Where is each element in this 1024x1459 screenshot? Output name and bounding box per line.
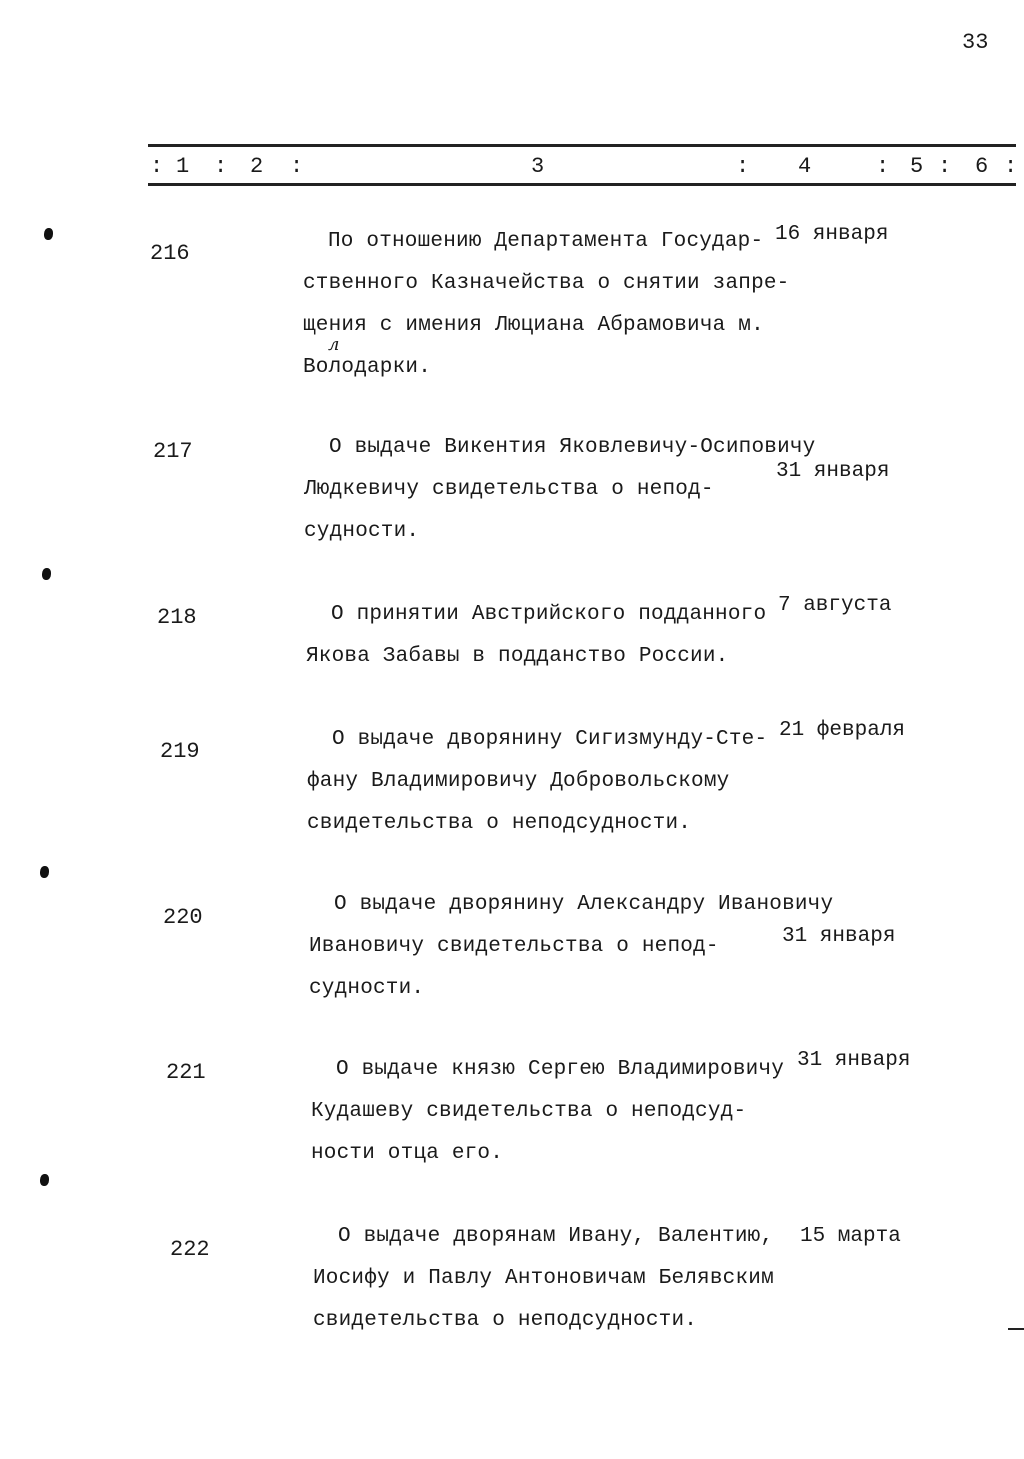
entry-date: 31 января [782, 925, 896, 948]
entry-line: Иосифу и Павлу Антоновичам Белявским [313, 1267, 774, 1290]
entry-text [311, 1049, 784, 1175]
entry-date: 15 марта [800, 1225, 901, 1248]
entry-line: свидетельства о неподсудности. [307, 812, 692, 835]
col-separator: : [214, 154, 228, 179]
col-2-header: 2 [250, 154, 264, 179]
entry-line: О выдаче дворянину Александру Ивановичу [334, 893, 834, 916]
entry-text [306, 594, 766, 678]
col-separator: : [150, 154, 164, 179]
entry-text [309, 884, 833, 1010]
entry-text [304, 427, 815, 553]
entry-number: 218 [157, 605, 197, 630]
entry-line: Кудашеву свидетельства о неподсуд- [311, 1100, 747, 1123]
entry-line: Людкевичу свидетельства о непод- [304, 478, 714, 501]
col-4-header: 4 [798, 154, 812, 179]
entry-number: 220 [163, 905, 203, 930]
entry-number: 222 [170, 1237, 210, 1262]
edge-mark [1008, 1328, 1024, 1330]
entry-number: 219 [160, 739, 200, 764]
entry-text [307, 719, 767, 845]
entry-date: 16 января [775, 223, 889, 246]
col-3-header: 3 [531, 154, 545, 179]
header-rule-bottom [148, 183, 1016, 186]
entry-number: 217 [153, 439, 193, 464]
entry-number: 221 [166, 1060, 206, 1085]
binding-hole-mark [40, 866, 49, 878]
entry-text [303, 221, 789, 389]
entry-line: О принятии Австрийского подданного [331, 603, 767, 626]
entry-line: Ивановичу свидетельства о непод- [309, 935, 719, 958]
entry-line: О выдаче дворянину Сигизмунду-Сте- [332, 728, 768, 751]
entry-line: щения с имения Люциана Абрамовича м. [303, 314, 764, 337]
entry-line: По отношению Департамента Государ- [328, 230, 764, 253]
entry-line: фану Владимировичу Добровольскому [307, 770, 730, 793]
binding-hole-mark [42, 568, 51, 580]
col-6-header: 6 [975, 154, 989, 179]
col-separator: : [938, 154, 952, 179]
entry-date: 31 января [797, 1049, 911, 1072]
entry-line: Якова Забавы в подданство России. [306, 645, 729, 668]
entry-line: ственного Казначейства о снятии запре- [303, 272, 790, 295]
header-rule-top [148, 144, 1016, 147]
entry-line: судности. [304, 520, 420, 543]
entry-line: О выдаче Викентия Яковлевичу-Осиповичу [329, 436, 816, 459]
entry-line: Володарки. [303, 356, 432, 379]
col-1-header: 1 [176, 154, 190, 179]
entry-line: ности отца его. [311, 1142, 504, 1165]
col-separator: : [290, 154, 304, 179]
binding-hole-mark [44, 228, 53, 240]
handwritten-correction: л [328, 334, 340, 355]
entry-date: 31 января [776, 460, 890, 483]
col-separator: : [736, 154, 750, 179]
entry-date: 7 августа [778, 594, 892, 617]
entry-line: О выдаче дворянам Ивану, Валентию, [338, 1225, 774, 1248]
entry-date: 21 февраля [779, 719, 906, 742]
entry-number: 216 [150, 241, 190, 266]
col-separator: : [876, 154, 890, 179]
entry-line: судности. [309, 977, 425, 1000]
entry-line: свидетельства о неподсудности. [313, 1309, 698, 1332]
entry-text [313, 1216, 774, 1342]
col-separator: : [1004, 154, 1018, 179]
entry-line: О выдаче князю Сергею Владимировичу [336, 1058, 785, 1081]
page-number: 33 [962, 30, 989, 55]
binding-hole-mark [40, 1174, 49, 1186]
col-5-header: 5 [910, 154, 924, 179]
